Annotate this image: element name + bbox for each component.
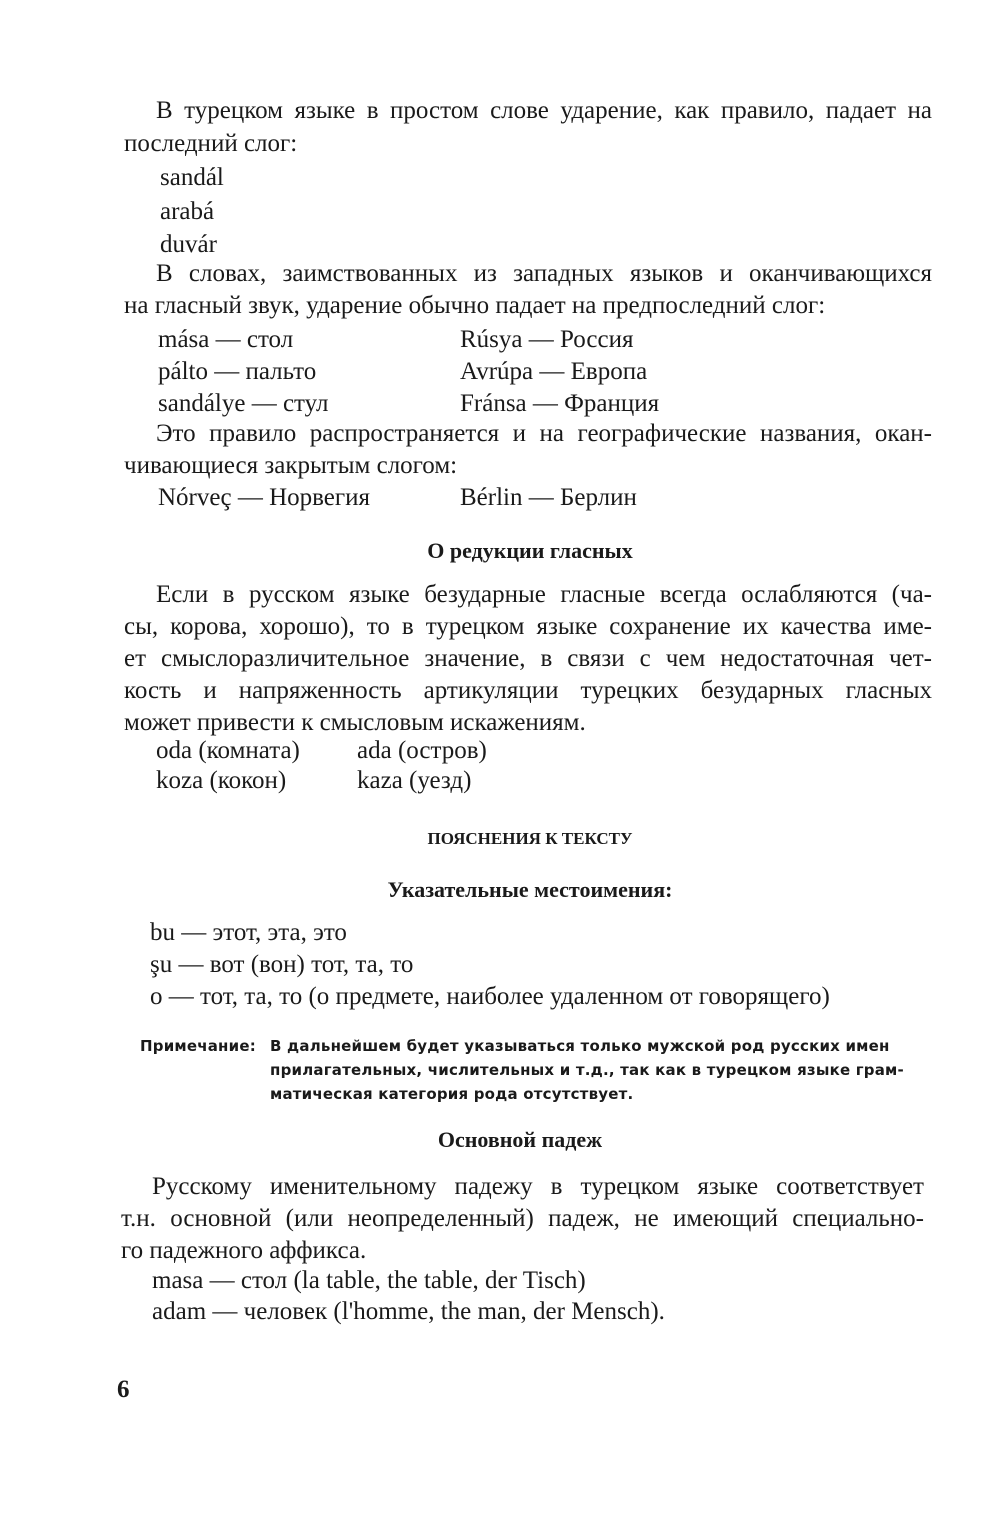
stress-example: arabá xyxy=(160,198,215,225)
basic-case-paragraph-line: т.н. основной (или неопределенный) падеж, не имеющий специально- xyxy=(121,1205,924,1232)
basic-case-heading: Основной падеж xyxy=(437,1127,603,1152)
reduction-paragraph-line: Если в русском языке безударные гласные всегда ослабляются (ча- xyxy=(156,581,932,608)
basic-case-paragraph-line: Русскому именительному падежу в турецком языке соответствует xyxy=(152,1173,924,1200)
reduction-example-left: koza (кокон) xyxy=(156,767,287,794)
stress-example: duvár xyxy=(160,231,217,258)
western-example-right: Fránsa — Франция xyxy=(460,390,660,417)
reduction-example-left: oda (комната) xyxy=(156,737,300,764)
reduction-paragraph-line: сы, корова, хорошо), то в турецком языке сохранение их качества име- xyxy=(124,613,932,640)
remark-line: В дальнейшем будет указываться только мужской род русских имен xyxy=(270,1037,890,1055)
western-rule-line-1: В словах, заимствованных из западных языков и оканчивающихся xyxy=(156,260,932,287)
reduction-example-right: ada (остров) xyxy=(357,737,487,764)
demonstrative-item: o — тот, та, то (о предмете, наиболее удаленном от говорящего) xyxy=(150,983,830,1010)
reduction-paragraph-line: ет смыслоразличительное значение, в связи с чем недостаточная чет- xyxy=(124,645,932,672)
western-example-left: sandálye — стул xyxy=(158,390,329,417)
western-example-right: Rúsya — Россия xyxy=(460,326,634,353)
demonstratives-heading: Указательные местоимения: xyxy=(387,877,673,902)
basic-case-example: masa — стол (la table, the table, der Tisch) xyxy=(152,1267,586,1294)
page-number: 6 xyxy=(117,1376,130,1403)
geo-example-right: Bérlin — Берлин xyxy=(460,484,637,511)
demonstrative-item: bu — этот, эта, это xyxy=(150,919,347,946)
geo-example-left: Nórveç — Норвегия xyxy=(158,484,371,511)
geo-rule-line-2: чивающиеся закрытым слогом: xyxy=(124,452,458,479)
reduction-heading: О редукции гласных xyxy=(427,538,633,563)
remark-line: матическая категория рода отсутствует. xyxy=(270,1085,634,1103)
remark-line: прилагательных, числительных и т.д., так как в турецком языке грам- xyxy=(270,1061,904,1079)
western-example-right: Avrúpa — Европа xyxy=(460,358,648,385)
remark-label: Примечание: xyxy=(140,1037,256,1055)
basic-case-paragraph-line: го падежного аффикса. xyxy=(121,1237,367,1264)
reduction-paragraph-line: кость и напряженность артикуляции турецких безударных гласных xyxy=(124,677,932,704)
stress-example: sandál xyxy=(160,164,224,191)
demonstrative-item: şu — вот (вон) тот, та, то xyxy=(150,951,414,978)
reduction-paragraph-line: может привести к смысловым искажениям. xyxy=(124,709,586,736)
basic-case-example: adam — человек (l'homme, the man, der Mensch). xyxy=(152,1298,665,1325)
notes-heading: ПОЯСНЕНИЯ К ТЕКСТУ xyxy=(427,829,633,848)
western-example-left: pálto — пальто xyxy=(158,358,317,385)
reduction-example-right: kaza (уезд) xyxy=(357,767,472,794)
geo-rule-line-1: Это правило распространяется и на географические названия, окан- xyxy=(156,420,932,447)
western-rule-line-2: на гласный звук, ударение обычно падает на предпоследний слог: xyxy=(124,292,826,319)
western-example-left: mása — стол xyxy=(158,326,294,353)
stress-intro-line-1: В турецком языке в простом слове ударение, как правило, падает на xyxy=(156,97,932,124)
stress-intro-line-2: последний слог: xyxy=(124,130,298,157)
